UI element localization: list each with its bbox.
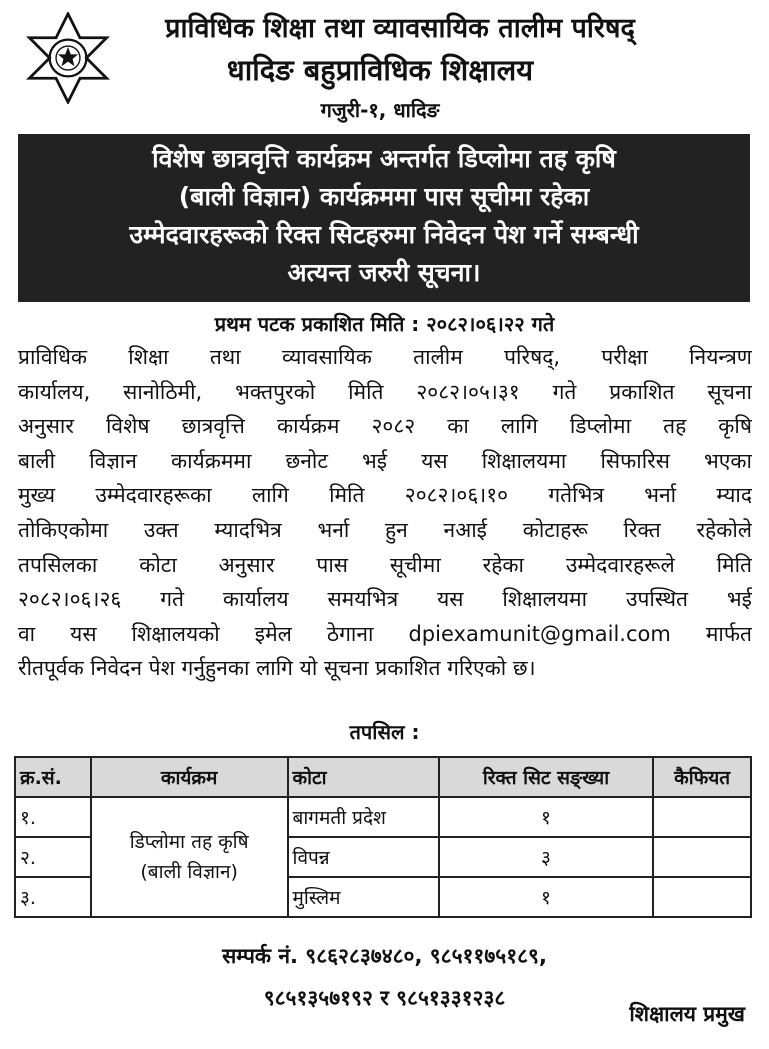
contact-line: ९८५१३५७१९२ र ९८५१३३१२३८ (263, 986, 506, 1010)
header-program: कार्यक्रम (91, 757, 288, 797)
tapasil-heading: तपसिल : (349, 720, 420, 744)
body-line: कार्यालय, सानोठिमी, भक्तपुरको मिति २०८२।०५।३१ गते प्रकाशित सूचना (18, 379, 752, 404)
published-date: प्रथम पटक प्रकाशित मिति : २०८२।०६।२२ गते (214, 312, 555, 336)
vacant-seats-table (14, 756, 752, 918)
program-cell (91, 797, 288, 917)
row-seats: १ (439, 877, 654, 917)
row-quota: विपन्न (288, 837, 439, 877)
notice-body (18, 340, 752, 686)
header-quota: कोटा (288, 757, 439, 797)
contact-line: सम्पर्क नं. ९८६२८३७४८०, ९८५११७५१८९, (222, 944, 547, 968)
council-name: प्राविधिक शिक्षा तथा व्यावसायिक तालीम परिषद् (165, 13, 635, 44)
body-line: प्राविधिक शिक्षा तथा व्यावसायिक तालीम परिषद्, परीक्षा नियन्त्रण (18, 345, 752, 369)
body-line: मुख्य उम्मेदवारहरूका लागि मिति २०८२।०६।१० गतेभित्र भर्ना म्याद (18, 483, 752, 508)
table-header-row (15, 757, 751, 797)
row-remarks (653, 837, 751, 877)
row-serial: ३. (15, 877, 91, 917)
school-name: धादिङ बहुप्राविधिक शिक्षालय (226, 53, 534, 87)
body-line: बाली विज्ञान कार्यक्रममा छनोट भई यस शिक्षालयमा सिफारिस भएका (18, 448, 752, 473)
row-serial: २. (15, 837, 91, 877)
notice-title-line: (बाली विज्ञान) कार्यक्रममा पास सूचीमा रहेका (178, 182, 590, 211)
notice-title-line: विशेष छात्रवृत्ति कार्यक्रम अन्तर्गत डिप्लोमा तह कृषि (152, 144, 616, 173)
notice-title-banner (18, 134, 750, 302)
body-line: अनुसार विशेष छात्रवृत्ति कार्यक्रम २०८२ का लागि डिप्लोमा तह कृषि (18, 414, 752, 439)
body-line: वा यस शिक्षालयको इमेल ठेगाना dpiexamunit@gmail.com मार्फत (18, 621, 752, 646)
program-line: डिप्लोमा तह कृषि (129, 831, 249, 853)
header-vacant-seats: रिक्त सिट सङ्ख्या (439, 757, 654, 797)
body-line: तपसिलका कोटा अनुसार पास सूचीमा रहेका उम्मेदवारहरूले मिति (18, 552, 752, 577)
body-line: २०८२।०६।२६ गते कार्यालय समयभित्र यस शिक्षालयमा उपस्थित भई (18, 587, 752, 612)
notice-title-line: अत्यन्त जरुरी सूचना। (287, 258, 481, 287)
row-remarks (653, 877, 751, 917)
row-serial: १. (15, 797, 91, 837)
emblem-icon (22, 12, 114, 104)
body-line: रीतपूर्वक निवेदन पेश गर्नुहुनका लागि यो सूचना प्रकाशित गरिएको छ। (18, 656, 536, 681)
table-row (15, 797, 751, 837)
body-line: तोकिएकोमा उक्त म्यादभित्र भर्ना हुन नआई कोटाहरू रिक्त रहेकोले (18, 517, 752, 542)
header-remarks: कैफियत (653, 757, 751, 797)
program-line: (बाली विज्ञान) (140, 861, 238, 883)
header-serial: क्र.सं. (15, 757, 91, 797)
row-quota: मुस्लिम (288, 877, 439, 917)
row-seats: ३ (439, 837, 654, 877)
notice-title-line: उम्मेदवारहरूको रिक्त सिटहरुमा निवेदन पेश गर्ने सम्बन्धी (129, 220, 639, 249)
signature-label: शिक्षालय प्रमुख (629, 1002, 745, 1026)
school-address: गजुरी-१, धादिङ (320, 98, 440, 122)
row-seats: १ (439, 797, 654, 837)
row-remarks (653, 797, 751, 837)
row-quota: बागमती प्रदेश (288, 797, 439, 837)
